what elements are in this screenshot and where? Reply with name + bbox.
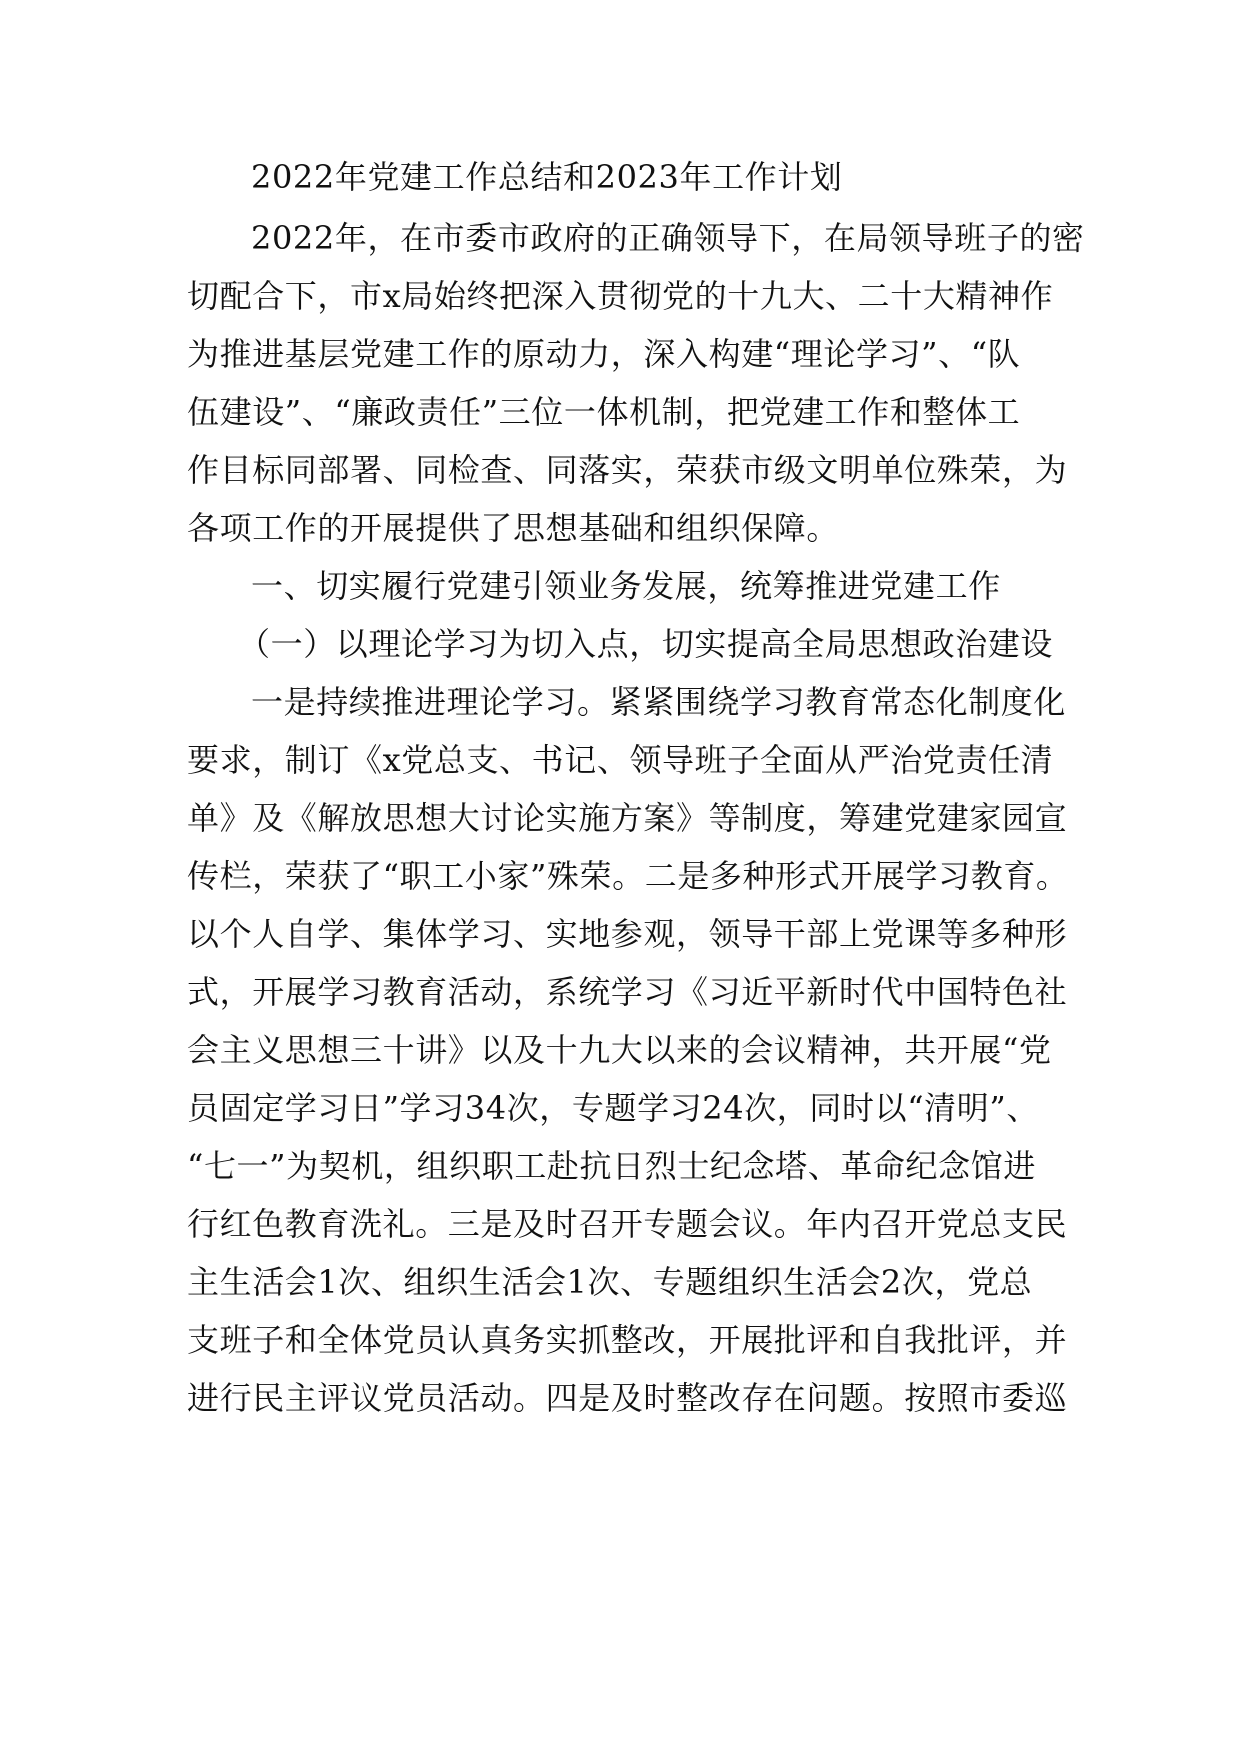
body-line-10: 行红色教育洗礼。三是及时召开专题会议。年内召开党总支民 (187, 1205, 1068, 1243)
body-line-12: 支班子和全体党员认真务实抓整改，开展批评和自我批评，并 (187, 1321, 1068, 1359)
intro-line-6: 各项工作的开展提供了思想基础和组织保障。 (187, 509, 840, 547)
intro-line-5: 作目标同部署、同检查、同落实，荣获市级文明单位殊荣，为 (187, 451, 1068, 489)
body-line-8: 员固定学习日”学习34次，专题学习24次，同时以“清明”、 (187, 1089, 1039, 1127)
intro-line-3: 为推进基层党建工作的原动力，深入构建“理论学习”、“队 (187, 335, 1021, 373)
body-line-13: 进行民主评议党员活动。四是及时整改存在问题。按照市委巡 (187, 1379, 1068, 1417)
section-heading: 一、切实履行党建引领业务发展，统筹推进党建工作 (251, 567, 1001, 605)
intro-line-1: 2022年，在市委市政府的正确领导下，在局领导班子的密 (251, 219, 1085, 257)
body-line-4: 传栏，荣获了“职工小家”殊荣。二是多种形式开展学习教育。 (187, 857, 1069, 895)
subsection-heading: （一）以理论学习为切入点，切实提高全局思想政治建设 (238, 625, 1054, 663)
body-line-6: 式，开展学习教育活动，系统学习《习近平新时代中国特色社 (187, 973, 1068, 1011)
body-line-11: 主生活会1次、组织生活会1次、专题组织生活会2次，党总 (187, 1263, 1033, 1301)
body-line-2: 要求，制订《x党总支、书记、领导班子全面从严治党责任清 (187, 741, 1054, 779)
document-title: 2022年党建工作总结和2023年工作计划 (251, 158, 843, 196)
body-line-9: “七一”为契机，组织职工赴抗日烈士纪念塔、革命纪念馆进 (187, 1147, 1036, 1185)
body-line-1: 一是持续推进理论学习。紧紧围绕学习教育常态化制度化 (251, 683, 1067, 721)
body-line-7: 会主义思想三十讲》以及十九大以来的会议精神，共开展“党 (187, 1031, 1052, 1069)
body-line-3: 单》及《解放思想大讨论实施方案》等制度，筹建党建家园宣 (187, 799, 1068, 837)
intro-line-4: 伍建设”、“廉政责任”三位一体机制，把党建工作和整体工 (187, 393, 1021, 431)
intro-line-2: 切配合下，市x局始终把深入贯彻党的十九大、二十大精神作 (187, 277, 1054, 315)
body-line-5: 以个人自学、集体学习、实地参观，领导干部上党课等多种形 (187, 915, 1068, 953)
